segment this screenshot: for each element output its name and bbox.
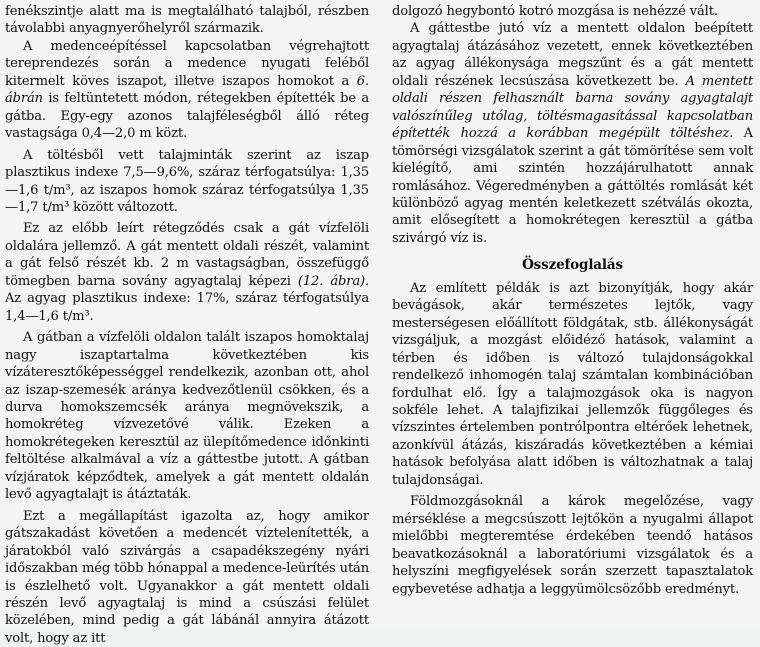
text-segment: A tömörségi vizsgálatok szerint a gát tömörítése sem volt kielégítő, ami szintén hozzájárulhatott annak romlásához. Végeredményben a gáttöltés romlását két különböző agyag mentén keletkezett szétválás okozta, amit elősegített a homokrétegen keresztül a gátba szivárgó víz is. [392,126,753,246]
paragraph-continuation: fenékszintje alatt ma is megtalálható talajból, részben távolabbi anyagnyerőhelyről származik. [5,4,369,37]
paragraph-confirmation: Ezt a megállapítást igazolta az, hogy amikor gátszakadást követően a medencét víztelenítették, a járatokból való szivárgás a csapadékszegény nyári időszakban még több hónappal a medence-leürítés után is észlelhető volt. Ugyanakkor a gát mentett oldali részén levő agyagtalaj is mind a csúszási felület közelében, mind pedig a gát lábánál annyira átázott volt, hogy az itt [5,508,369,646]
paragraph-terrain [5,38,369,143]
figure-reference: (12. ábra). [297,273,369,289]
right-column [392,3,753,598]
figure-reference: 6. ábrán [5,73,369,107]
text-segment: A medenceépítéssel kapcsolatban végrehajtott tereprendezés során a medence nyugati feléből kitermelt köves iszapot, illetve iszapos homokot a [5,38,369,89]
paragraph-samples: A töltésből vett talajminták szerint az iszap plasztikus indexe 7,5—9,6%, száraz térfogatsúlya: 1,35—1,6 t/m³, az iszapos homok száraz térfogatsúlya 1,35—1,7 t/m³ között változott. [5,147,369,215]
text-segment: Az agyag plasztikus indexe: 17%, száraz térfogatsúlya 1,4—1,6 t/m³. [5,291,369,324]
text-segment: A gáttestbe jutó víz a mentett oldalon beépített agyagtalaj átázásához vezetett, ennek következtében az agyag állékonysága megszűnt és a gát mentett oldali részének lecsúszása következett be. [392,21,753,89]
text-segment: Ez az előbb leírt rétegződés csak a gát vízfelöli oldalára jellemző. A gát mentett oldali részét, valamint a gát felső részét kb. 2 m vastagságban, összefüggő tömegben barna sovány agyagtalaj képezi [5,221,369,289]
paragraph-layering [5,220,369,325]
paragraph-continuation: dolgozó hegybontó kotró mozgása is nehézzé vált. [392,4,718,19]
text-segment: is feltüntetett módon, rétegekben építették be a gátba. Egy-egy azonos talajféleségből álló réteg vastagsága 0,4—2,0 m közt. [5,91,369,142]
paragraph-conclusion: Földmozgásoknál a károk megelőzése, vagy mérséklése a megcsúszott lejtőkön a nyugalmi állapot mielőbbi megteremtése érdekében teendő hatásos beavatkozásoknál a laboratóriumi vizsgálatok és a helyszíni megfigyelések során szerzett tapasztalatok egybevetése adhatja a leggyümölcsözőbb eredményt. [392,494,753,597]
section-heading: Összefoglalás [522,257,623,274]
paragraph-failure [392,20,753,247]
italic-remark: A mentett oldali részen felhasznált barna sovány agyagtalajt valószínűleg utólag, töltésmagasítással kapcsolatban építették hozzá a korábban megépült töltéshez. [392,73,754,142]
paragraph-silt-sand: A gátban a vízfelöli oldalon talált iszapos homoktalaj nagy iszaptartalma következtében kis vízáteresztőképességgel rendelkezik, azonban ott, ahol az iszap-szemesék aránya kedvezőtlenül csökken, és a durva homokszemcsék aránya megnövekszik, a homokréteg vízvezetővé válik. Ezeken a homokrétegeken keresztül az ülepítőmedence időnkinti feltöltése alkalmával a víz a gáttestbe jutott. A gátban vízjáratok képződtek, amelyek a gát mentett oldalán levő agyagtalajt is átáztaták. [5,330,369,503]
left-column [5,3,369,647]
paragraph-summary: Az említett példák is azt bizonyítják, hogy akár bevágások, akár természetes lejtők, vagy mesterségesen előállított földgátak, stb. állékonyságát vizsgáljuk, a mozgást előidéző hatások, valamint a térben és időben is változó tulajdonságokkal rendelkező inhomogén talaj számtalan kombinációban fordulhat elő. Így a talajmozgások oka is nagyon sokféle lehet. A talajfizikai jellemzők függőleges és vízszintes értelemben pontrólpontra eltérőek lehetnek, azonkívül átázás, kiszáradás következtében a kémiai hatások befolyása alatt időben is változhatnak a talaj tulajdonságai. [392,280,753,488]
